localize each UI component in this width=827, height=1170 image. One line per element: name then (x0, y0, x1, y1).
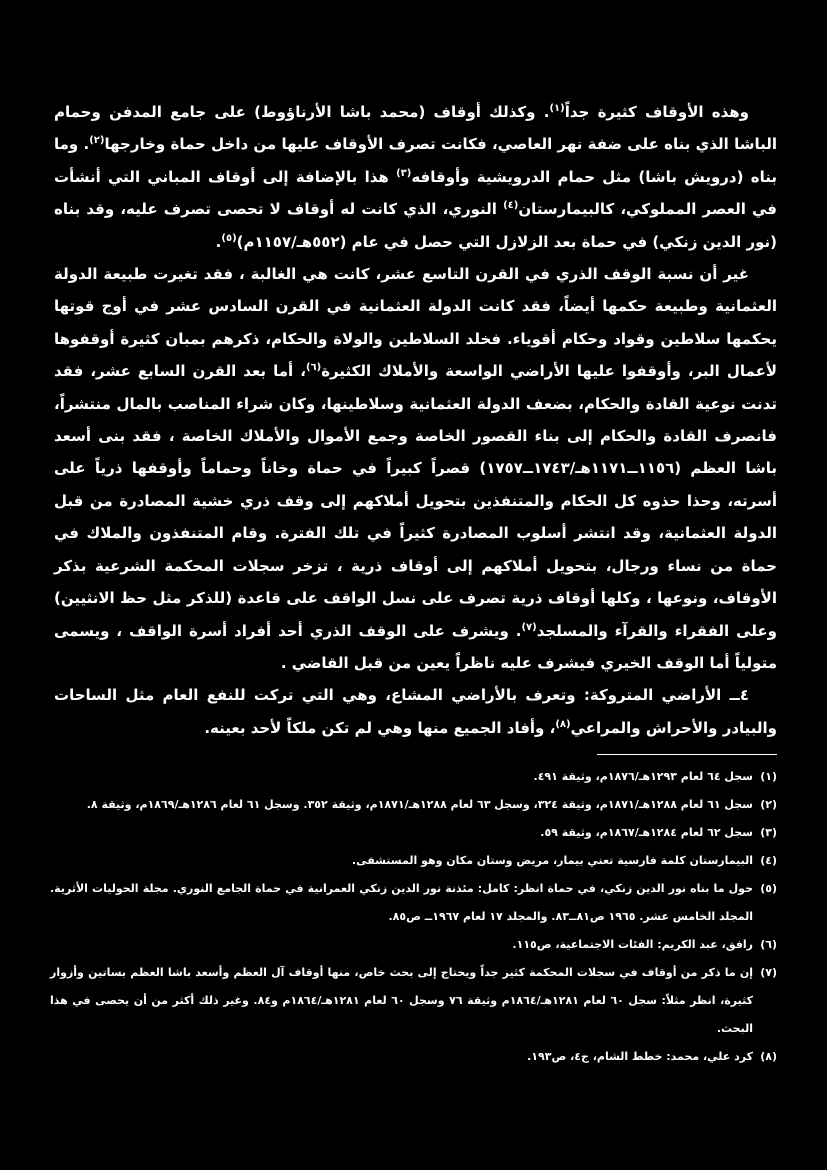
text-segment: . وما بناه (درويش باشا) مثل حمام الدرويشية وأوقافه (54, 135, 777, 186)
footnote-text: البيمارستان كلمة فارسية تعني بيمار، مريض وستان مكان وهو المستشفى. (351, 854, 753, 868)
footnote-number: (٦) (760, 938, 777, 952)
footnote-text: رافق، عبد الكريم: الفئات الاجتماعية، ص١١٥. (512, 938, 753, 952)
footnote-number: (٧) (760, 966, 777, 980)
footnote-ref[interactable]: (٦) (305, 362, 322, 374)
footnote-text: سجل ٦٢ لعام ١٢٨٤هـ/١٨٦٧م، وثيقة ٥٩. (540, 826, 753, 840)
footnote-number: (٣) (760, 826, 777, 840)
footnote-text: إن ما ذكر من أوقاف في سجلات المحكمة كثير جداً ويحتاج إلى بحث خاص، منها أوقاف آل العظم وأسعد باشا العظم بساتين وأزوار كثيرة، انظر مثلاً: سجل ٦٠ لعام ١٢٨١هـ/١٨٦٤م وثيقة ٧٦ وسجل ٦٠ لعام ١٢٨١هـ/١٨٦٤م و٨٤. وغير ذلك أكثر من أن يحصى في هذا البحث. (50, 966, 753, 1036)
text-segment: وتعرف بالأراضي المشاع، وهي التي تركت للنفع العام مثل الساحات والبيادر والأحراش والمراعي (54, 686, 777, 737)
text-segment: النوري، الذي كانت له أوقاف لا تحصى تصرف عليه، وقد بناه (نور الدين زنكي) في حماة بعد الزلازل التي حصل في عام (٥٥٢هـ/١١٥٧م) (54, 200, 777, 251)
footnote-ref[interactable]: (٢) (89, 135, 105, 147)
text-segment: ، أما بعد القرن السابع عشر، فقد تدنت نوعية القادة والحكام، بضعف الدولة العثمانية وسلاطينها، وكان شراء المناصب بالمال منتشراً، فانصرف القادة والحكام إلى بناء القصور الخاصة وجمع الأموال والأملاك الخاصة ، فقد بنى أسعد باشا العظم (١١٥٦ــ١١٧١هـ/١٧٤٣ــ١٧٥٧) قصراً كبيراً في حماة وخاناً وحماماً وأوقفها ذرياً على أسرته، وحذا حذوه كل الحكام والمتنفذين بتحويل أملاكهم إلى وقف ذري خشية المصادرة من قبل الدولة العثمانية، وقد انتشر أسلوب المصادرة كثيراً في تلك الفترة. وقام المتنفذون والملاك في حماة من نساء ورجال، بتحويل أملاكهم إلى أوقاف ذرية ، تزخر سجلات المحكمة الشرعية بذكر الأوقاف، ونوعها ، وكلها أوقاف ذرية تصرف على نسل الواقف على قاعدة (للذكر مثل حظ الانثيين) وعلى الفقراء والقرآء والمسلجد (54, 362, 777, 640)
section-heading: ٤ــ الأراضي المتروكة: (583, 686, 749, 705)
main-text (54, 96, 777, 744)
footnote-ref[interactable]: (٣) (396, 167, 412, 179)
footnote-number: (١) (760, 770, 777, 784)
text-segment: غير أن نسبة الوقف الذري في القرن التاسع عشر، كانت هي الغالبة ، فقد تغيرت طبيعة الدولة العثمانية وطبيعة حكمها أيضاً، فقد كانت الدولة العثمانية في القرن السادس عشر في أوج قوتها يحكمها سلاطين وقواد وحكام أقوياء. فخلد السلاطين والولاة والحكام، ذكرهم بمبان كثيرة أوقفوها لأعمال البر، وأوقفوا عليها الأراضي الواسعة والأملاك الكثيرة (54, 265, 777, 381)
footnote-number: (٨) (760, 1050, 777, 1064)
footnote-item (50, 931, 777, 959)
footnote-number: (٢) (760, 798, 777, 812)
footnote-item (50, 819, 777, 847)
footnote-item (50, 791, 777, 819)
footnote-text: سجل ٦٤ لعام ١٢٩٣هـ/١٨٧٦م، وثيقة ٤٩١. (533, 770, 753, 784)
paragraph-1 (54, 96, 777, 258)
footnote-text: كرد علي، محمد: خطط الشام، ج٤، ص١٩٣. (527, 1050, 753, 1064)
footnote-item (50, 875, 777, 931)
paragraph-3 (54, 679, 777, 744)
text-segment: . (215, 232, 222, 251)
footnote-ref[interactable]: (٨) (555, 718, 571, 730)
footnote-ref[interactable]: (٧) (521, 621, 537, 633)
footnote-ref[interactable]: (٥) (221, 232, 237, 244)
footnote-item (50, 959, 777, 1043)
footnotes-list (50, 763, 777, 1071)
text-segment: . ويشرف على الوقف الذري أحد أفراد أسرة الواقف ، ويسمى متولياً أما الوقف الخيري فيشرف عليه ناظراً يعين من قبل القاضي . (54, 621, 777, 672)
footnote-text: سجل ٦١ لعام ١٢٨٨هـ/١٨٧١م، وثيقة ٣٢٤، وسجل ٦٣ لعام ١٢٨٨هـ/١٨٧١م، وثيقة ٣٥٢. وسجل ٦١ لعام ١٢٨٦هـ/١٨٦٩م، وثيقة ٨. (86, 798, 753, 812)
footnote-ref[interactable]: (٤) (503, 200, 519, 212)
text-segment: وهذه الأوقاف كثيرة جداً (564, 103, 749, 121)
footnote-number: (٥) (760, 882, 777, 896)
footnote-separator (597, 754, 777, 755)
text-segment: . وكذلك أوقاف (محمد باشا الأرناؤوط) على جامع المدفن وحمام الباشا الذي بناه على ضفة نهر العاصي، فكانت تصرف الأوقاف عليها من داخل حماة وخارجها (54, 103, 777, 154)
footnote-item (50, 1043, 777, 1071)
footnote-item (50, 847, 777, 875)
text-segment: ، وأفاد الجميع منها وهي لم تكن ملكاً لأحد بعينه. (204, 718, 556, 737)
footnote-text: حول ما بناه نور الدين زنكي، في حماة انظر: كامل: مئذنة نور الدين زنكي العمرانية في حماة الجامع النوري. مجلة الحوليات الأثرية. المجلد الخامس عشر. ١٩٦٥ ص٨١ــ٨٣. والمجلد ١٧ لعام ١٩٦٧ــ ص٨٥. (50, 882, 753, 924)
text-segment: هذا بالإضافة إلى أوقاف المباني التي أنشأت في العصر المملوكي، كالبيمارستان (54, 167, 777, 219)
footnote-number: (٤) (760, 854, 777, 868)
footnote-item (50, 763, 777, 791)
paragraph-2 (54, 258, 777, 679)
footnote-ref[interactable]: (١) (549, 103, 565, 114)
